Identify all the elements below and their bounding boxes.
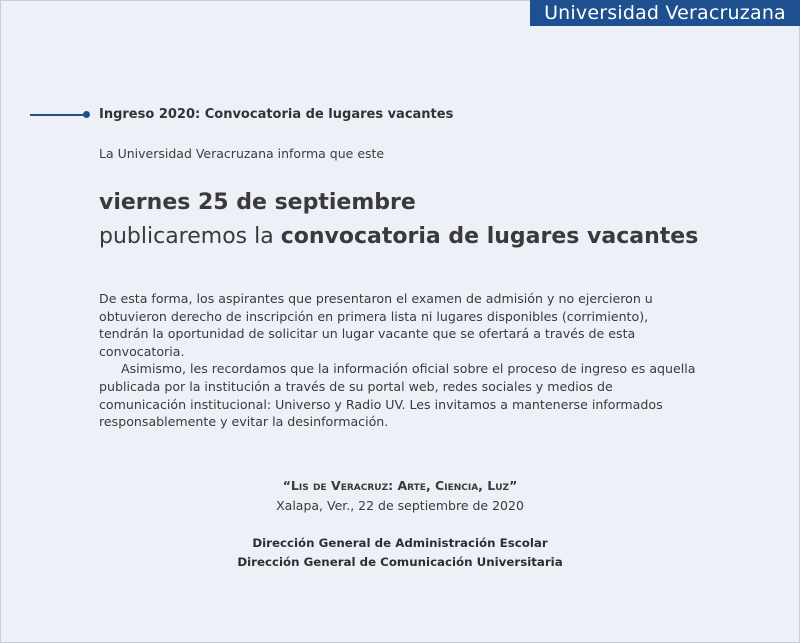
body-paragraph-1: De esta forma, los aspirantes que presentaron el examen de admisión y no ejercieron u obtuvieron derecho de inscripción en primera lista ni lugares disponibles (corrimiento), tendrán la oportunidad de solicitar un lugar vacante que se ofertará a través de esta convocatoria. [99, 291, 653, 359]
notice-body [99, 290, 699, 431]
intro-text: La Universidad Veracruzana informa que este [99, 146, 385, 161]
signature-department-1: Dirección General de Administración Escolar [252, 536, 548, 550]
heading-bullet-icon [83, 111, 90, 118]
announcement-date: viernes 25 de septiembre [99, 190, 416, 215]
publish-emphasis: convocatoria de lugares vacantes [280, 224, 699, 249]
notice-heading: Ingreso 2020: Convocatoria de lugares vacantes [99, 107, 454, 122]
body-paragraph-2: Asimismo, les recordamos que la información oficial sobre el proceso de ingreso es aquella publicada por la institución a través de su portal web, redes sociales y medios de comunicación institucional: Universo y Radio UV. Les invitamos a mantenerse informados responsablemente y evitar la desinformación. [99, 361, 696, 430]
publish-statement [99, 224, 698, 249]
publish-prefix: publicaremos la [99, 224, 281, 249]
university-brand-banner: Universidad Veracruzana [530, 0, 800, 26]
heading-row [30, 107, 453, 122]
signature-department-2: Dirección General de Comunicación Universitaria [237, 555, 563, 569]
place-and-date: Xalapa, Ver., 22 de septiembre de 2020 [276, 498, 524, 513]
heading-accent-line [30, 114, 85, 116]
institutional-motto: “Lis de Veracruz: Arte, Ciencia, Luz” [282, 478, 518, 493]
